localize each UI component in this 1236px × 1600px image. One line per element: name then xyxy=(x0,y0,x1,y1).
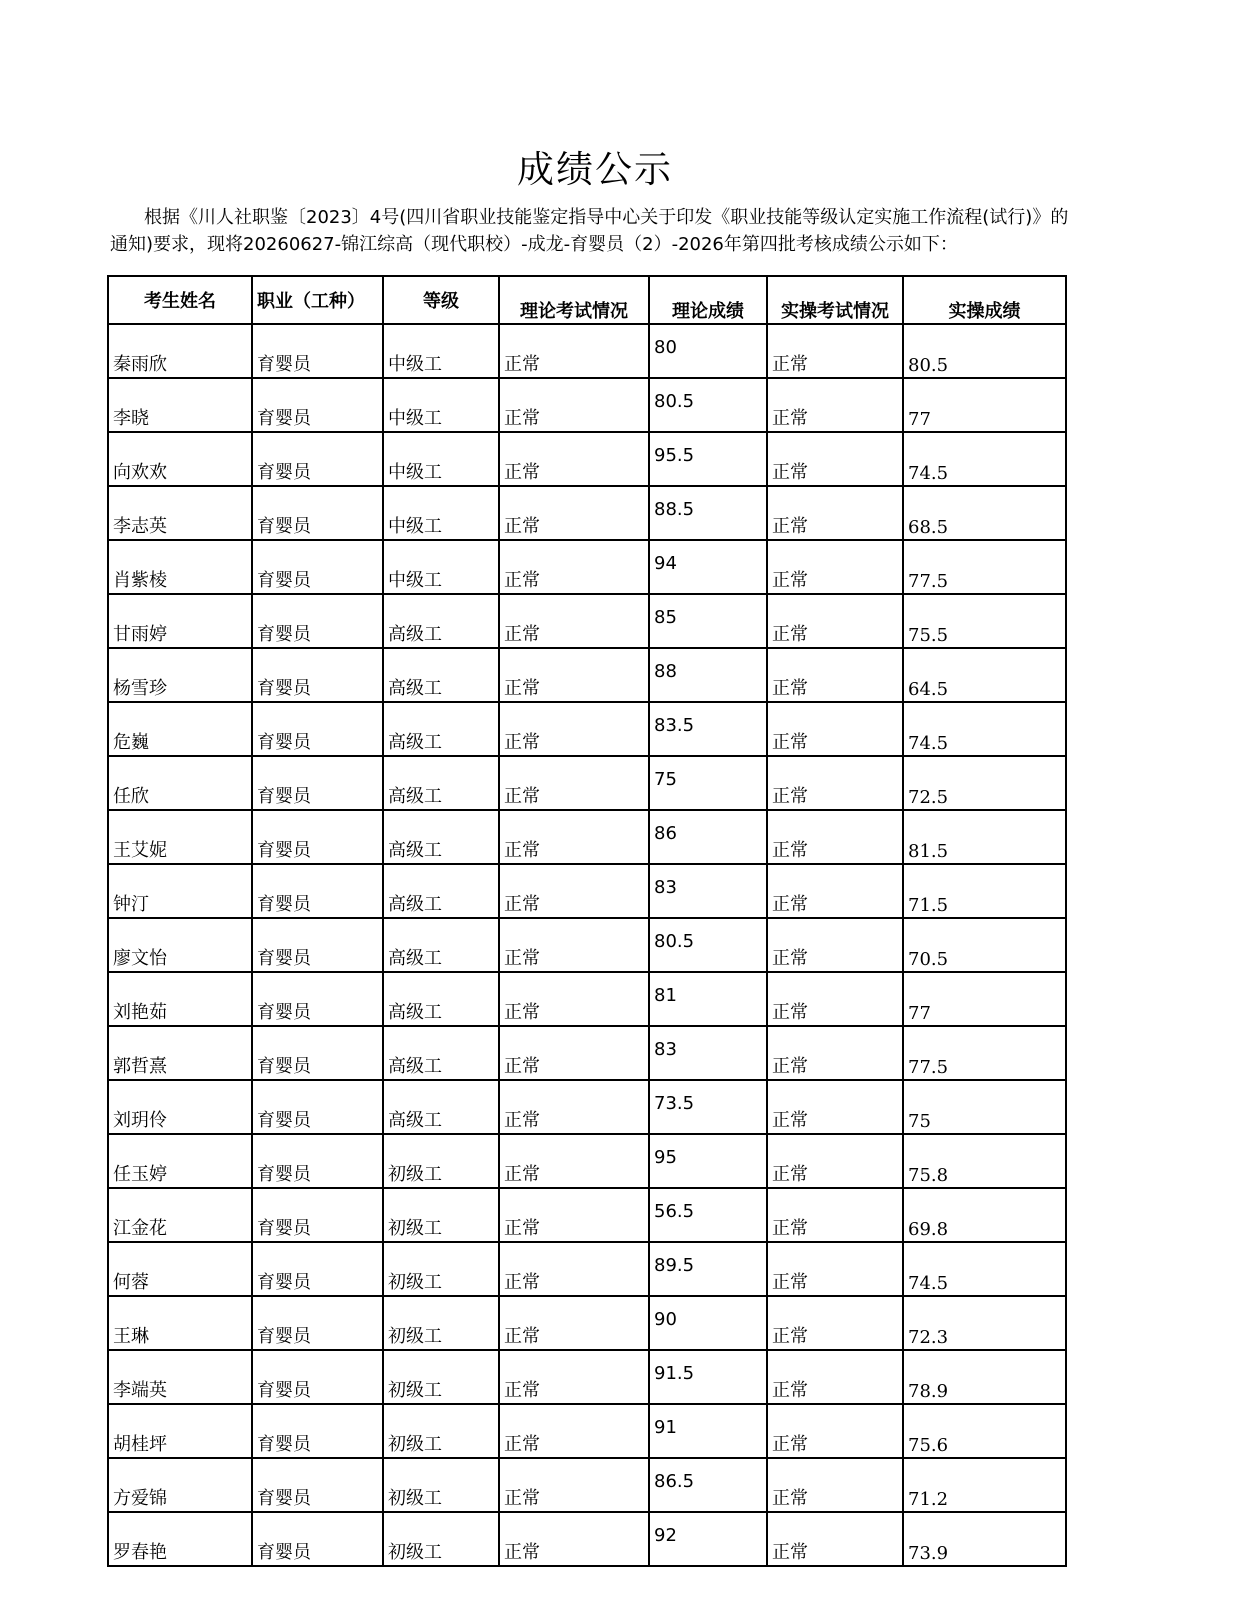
cell-level: 初级工 xyxy=(383,1458,499,1512)
cell-theory-score: 91 xyxy=(649,1404,767,1458)
cell-practical-score: 81.5 xyxy=(903,810,1066,864)
cell-theory-status: 正常 xyxy=(499,756,649,810)
cell-practical-status: 正常 xyxy=(767,594,903,648)
table-row xyxy=(108,810,1066,864)
cell-theory-score: 81 xyxy=(649,972,767,1026)
cell-practical-status: 正常 xyxy=(767,702,903,756)
cell-occupation: 育婴员 xyxy=(252,1404,383,1458)
table-row xyxy=(108,324,1066,378)
cell-name: 罗春艳 xyxy=(108,1512,252,1566)
cell-theory-status: 正常 xyxy=(499,594,649,648)
table-row xyxy=(108,972,1066,1026)
header-occupation: 职业（工种） xyxy=(252,276,383,324)
cell-occupation: 育婴员 xyxy=(252,1242,383,1296)
cell-practical-score: 74.5 xyxy=(903,1242,1066,1296)
cell-practical-status: 正常 xyxy=(767,1350,903,1404)
cell-occupation: 育婴员 xyxy=(252,1350,383,1404)
cell-level: 高级工 xyxy=(383,1080,499,1134)
cell-theory-status: 正常 xyxy=(499,918,649,972)
cell-name: 江金花 xyxy=(108,1188,252,1242)
cell-practical-score: 73.9 xyxy=(903,1512,1066,1566)
cell-theory-score: 94 xyxy=(649,540,767,594)
cell-practical-score: 64.5 xyxy=(903,648,1066,702)
cell-occupation: 育婴员 xyxy=(252,1134,383,1188)
cell-theory-score: 56.5 xyxy=(649,1188,767,1242)
cell-theory-score: 83 xyxy=(649,864,767,918)
table-header-row xyxy=(108,276,1066,324)
cell-theory-status: 正常 xyxy=(499,1296,649,1350)
table-body xyxy=(108,324,1066,1566)
cell-name: 任玉婷 xyxy=(108,1134,252,1188)
cell-occupation: 育婴员 xyxy=(252,1080,383,1134)
cell-name: 王琳 xyxy=(108,1296,252,1350)
cell-practical-status: 正常 xyxy=(767,1512,903,1566)
cell-practical-status: 正常 xyxy=(767,864,903,918)
cell-name: 方爱锦 xyxy=(108,1458,252,1512)
table-row xyxy=(108,1188,1066,1242)
cell-theory-status: 正常 xyxy=(499,1512,649,1566)
cell-occupation: 育婴员 xyxy=(252,864,383,918)
cell-theory-status: 正常 xyxy=(499,1350,649,1404)
cell-name: 胡桂坪 xyxy=(108,1404,252,1458)
cell-level: 高级工 xyxy=(383,1026,499,1080)
table-row xyxy=(108,1404,1066,1458)
table-row xyxy=(108,486,1066,540)
cell-practical-score: 72.5 xyxy=(903,756,1066,810)
header-theory-score: 理论成绩 xyxy=(649,276,767,324)
cell-practical-score: 69.8 xyxy=(903,1188,1066,1242)
cell-theory-score: 83 xyxy=(649,1026,767,1080)
cell-theory-score: 95.5 xyxy=(649,432,767,486)
cell-theory-score: 89.5 xyxy=(649,1242,767,1296)
table-row xyxy=(108,432,1066,486)
table-row xyxy=(108,1350,1066,1404)
cell-occupation: 育婴员 xyxy=(252,972,383,1026)
cell-name: 何蓉 xyxy=(108,1242,252,1296)
cell-name: 危巍 xyxy=(108,702,252,756)
cell-occupation: 育婴员 xyxy=(252,324,383,378)
cell-practical-score: 72.3 xyxy=(903,1296,1066,1350)
cell-practical-status: 正常 xyxy=(767,1080,903,1134)
cell-theory-status: 正常 xyxy=(499,1080,649,1134)
cell-level: 高级工 xyxy=(383,918,499,972)
cell-practical-status: 正常 xyxy=(767,972,903,1026)
table-row xyxy=(108,1026,1066,1080)
cell-name: 李晓 xyxy=(108,378,252,432)
cell-level: 高级工 xyxy=(383,756,499,810)
cell-theory-score: 86.5 xyxy=(649,1458,767,1512)
cell-theory-status: 正常 xyxy=(499,648,649,702)
cell-occupation: 育婴员 xyxy=(252,1458,383,1512)
cell-name: 钟汀 xyxy=(108,864,252,918)
cell-level: 初级工 xyxy=(383,1242,499,1296)
cell-level: 初级工 xyxy=(383,1404,499,1458)
cell-level: 高级工 xyxy=(383,594,499,648)
cell-theory-score: 91.5 xyxy=(649,1350,767,1404)
cell-practical-status: 正常 xyxy=(767,1134,903,1188)
table-row xyxy=(108,918,1066,972)
cell-practical-status: 正常 xyxy=(767,648,903,702)
cell-practical-score: 78.9 xyxy=(903,1350,1066,1404)
cell-theory-status: 正常 xyxy=(499,810,649,864)
scores-table xyxy=(107,275,1067,1567)
cell-occupation: 育婴员 xyxy=(252,486,383,540)
cell-practical-status: 正常 xyxy=(767,378,903,432)
table-row xyxy=(108,1458,1066,1512)
cell-practical-score: 80.5 xyxy=(903,324,1066,378)
cell-name: 杨雪珍 xyxy=(108,648,252,702)
cell-theory-status: 正常 xyxy=(499,1026,649,1080)
cell-practical-status: 正常 xyxy=(767,918,903,972)
cell-practical-status: 正常 xyxy=(767,324,903,378)
cell-occupation: 育婴员 xyxy=(252,1026,383,1080)
cell-practical-status: 正常 xyxy=(767,1026,903,1080)
cell-theory-status: 正常 xyxy=(499,378,649,432)
cell-practical-score: 74.5 xyxy=(903,432,1066,486)
cell-name: 任欣 xyxy=(108,756,252,810)
cell-theory-score: 80 xyxy=(649,324,767,378)
header-practical-score: 实操成绩 xyxy=(903,276,1066,324)
cell-practical-status: 正常 xyxy=(767,1188,903,1242)
cell-practical-score: 71.2 xyxy=(903,1458,1066,1512)
cell-theory-status: 正常 xyxy=(499,486,649,540)
cell-practical-status: 正常 xyxy=(767,432,903,486)
cell-name: 刘艳茹 xyxy=(108,972,252,1026)
cell-practical-status: 正常 xyxy=(767,1242,903,1296)
cell-level: 高级工 xyxy=(383,864,499,918)
cell-theory-score: 75 xyxy=(649,756,767,810)
cell-practical-status: 正常 xyxy=(767,810,903,864)
table-row xyxy=(108,540,1066,594)
cell-practical-score: 68.5 xyxy=(903,486,1066,540)
cell-name: 肖紫棱 xyxy=(108,540,252,594)
cell-level: 初级工 xyxy=(383,1134,499,1188)
table-row xyxy=(108,864,1066,918)
cell-practical-score: 77 xyxy=(903,972,1066,1026)
cell-occupation: 育婴员 xyxy=(252,594,383,648)
cell-practical-score: 75.5 xyxy=(903,594,1066,648)
cell-theory-score: 85 xyxy=(649,594,767,648)
cell-practical-status: 正常 xyxy=(767,756,903,810)
cell-occupation: 育婴员 xyxy=(252,432,383,486)
table-row xyxy=(108,756,1066,810)
cell-theory-score: 90 xyxy=(649,1296,767,1350)
cell-level: 初级工 xyxy=(383,1296,499,1350)
cell-practical-score: 74.5 xyxy=(903,702,1066,756)
cell-practical-score: 77.5 xyxy=(903,1026,1066,1080)
cell-occupation: 育婴员 xyxy=(252,918,383,972)
table-row xyxy=(108,1080,1066,1134)
cell-level: 初级工 xyxy=(383,1188,499,1242)
cell-level: 高级工 xyxy=(383,702,499,756)
cell-level: 中级工 xyxy=(383,540,499,594)
cell-theory-score: 92 xyxy=(649,1512,767,1566)
cell-practical-score: 77.5 xyxy=(903,540,1066,594)
cell-name: 甘雨婷 xyxy=(108,594,252,648)
intro-paragraph xyxy=(110,204,1070,258)
table-row xyxy=(108,1296,1066,1350)
page-title: 成绩公示 xyxy=(517,148,673,191)
cell-theory-status: 正常 xyxy=(499,432,649,486)
cell-level: 中级工 xyxy=(383,486,499,540)
intro-text: 根据《川人社职鉴〔2023〕4号(四川省职业技能鉴定指导中心关于印发《职业技能等级认定实施工作流程(试行)》的通知)要求，现将20260627-锦江综高（现代职校）-成龙-育婴员（2）-2026年第四批考核成绩公示如下： xyxy=(110,207,1069,255)
cell-name: 刘玥伶 xyxy=(108,1080,252,1134)
cell-occupation: 育婴员 xyxy=(252,540,383,594)
cell-theory-score: 88.5 xyxy=(649,486,767,540)
cell-practical-status: 正常 xyxy=(767,486,903,540)
cell-occupation: 育婴员 xyxy=(252,1188,383,1242)
cell-name: 向欢欢 xyxy=(108,432,252,486)
cell-theory-score: 73.5 xyxy=(649,1080,767,1134)
cell-theory-status: 正常 xyxy=(499,540,649,594)
cell-practical-score: 75.8 xyxy=(903,1134,1066,1188)
table-row xyxy=(108,378,1066,432)
cell-theory-status: 正常 xyxy=(499,324,649,378)
cell-theory-status: 正常 xyxy=(499,1242,649,1296)
cell-theory-status: 正常 xyxy=(499,864,649,918)
cell-theory-status: 正常 xyxy=(499,1188,649,1242)
cell-name: 李志英 xyxy=(108,486,252,540)
cell-level: 中级工 xyxy=(383,432,499,486)
table-row xyxy=(108,1242,1066,1296)
cell-name: 廖文怡 xyxy=(108,918,252,972)
table-row xyxy=(108,1512,1066,1566)
cell-theory-status: 正常 xyxy=(499,702,649,756)
cell-practical-score: 77 xyxy=(903,378,1066,432)
cell-practical-status: 正常 xyxy=(767,1404,903,1458)
cell-level: 初级工 xyxy=(383,1350,499,1404)
cell-name: 李端英 xyxy=(108,1350,252,1404)
table-row xyxy=(108,648,1066,702)
cell-theory-status: 正常 xyxy=(499,1134,649,1188)
table-row xyxy=(108,702,1066,756)
header-name: 考生姓名 xyxy=(108,276,252,324)
cell-level: 高级工 xyxy=(383,972,499,1026)
cell-theory-status: 正常 xyxy=(499,972,649,1026)
cell-theory-status: 正常 xyxy=(499,1458,649,1512)
cell-practical-status: 正常 xyxy=(767,1458,903,1512)
table-row xyxy=(108,1134,1066,1188)
header-theory-status: 理论考试情况 xyxy=(499,276,649,324)
cell-theory-status: 正常 xyxy=(499,1404,649,1458)
table-row xyxy=(108,594,1066,648)
cell-level: 高级工 xyxy=(383,648,499,702)
cell-level: 中级工 xyxy=(383,324,499,378)
cell-practical-score: 75.6 xyxy=(903,1404,1066,1458)
cell-occupation: 育婴员 xyxy=(252,1296,383,1350)
cell-occupation: 育婴员 xyxy=(252,648,383,702)
cell-practical-score: 75 xyxy=(903,1080,1066,1134)
cell-level: 中级工 xyxy=(383,378,499,432)
cell-name: 秦雨欣 xyxy=(108,324,252,378)
cell-theory-score: 80.5 xyxy=(649,918,767,972)
header-level: 等级 xyxy=(383,276,499,324)
cell-theory-score: 88 xyxy=(649,648,767,702)
cell-practical-status: 正常 xyxy=(767,540,903,594)
cell-theory-score: 86 xyxy=(649,810,767,864)
cell-practical-score: 71.5 xyxy=(903,864,1066,918)
cell-occupation: 育婴员 xyxy=(252,702,383,756)
cell-level: 初级工 xyxy=(383,1512,499,1566)
cell-name: 郭哲熹 xyxy=(108,1026,252,1080)
cell-level: 高级工 xyxy=(383,810,499,864)
cell-theory-score: 95 xyxy=(649,1134,767,1188)
cell-practical-status: 正常 xyxy=(767,1296,903,1350)
cell-practical-score: 70.5 xyxy=(903,918,1066,972)
cell-occupation: 育婴员 xyxy=(252,756,383,810)
cell-occupation: 育婴员 xyxy=(252,1512,383,1566)
cell-occupation: 育婴员 xyxy=(252,810,383,864)
cell-occupation: 育婴员 xyxy=(252,378,383,432)
header-practical-status: 实操考试情况 xyxy=(767,276,903,324)
cell-theory-score: 83.5 xyxy=(649,702,767,756)
cell-name: 王艾妮 xyxy=(108,810,252,864)
cell-theory-score: 80.5 xyxy=(649,378,767,432)
